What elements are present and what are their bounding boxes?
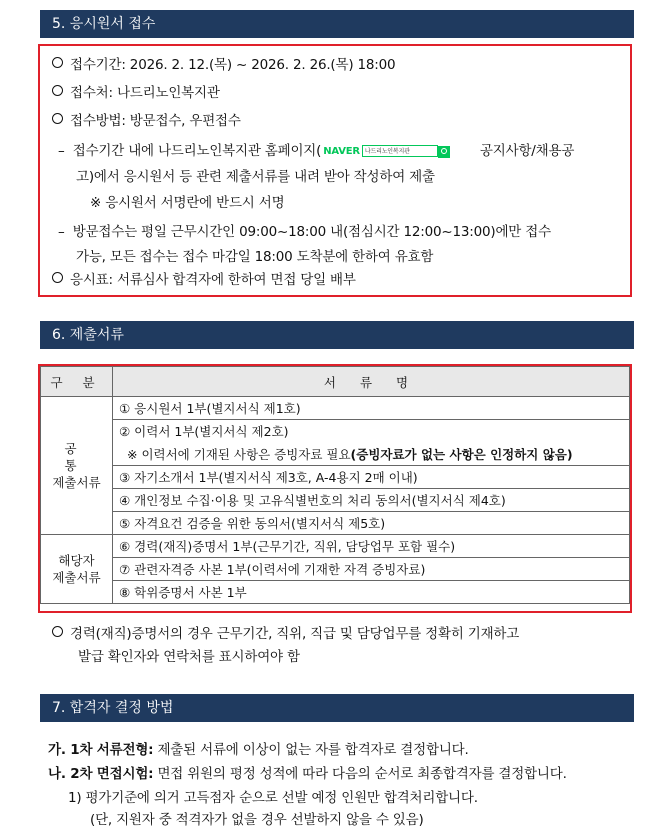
place-text: 접수처: 나드리노인복지관 <box>70 85 220 101</box>
col-category: 구 분 <box>41 367 113 397</box>
doc-item-5: ⑤ 자격요건 검증을 위한 동의서(별지서식 제5호) <box>113 512 630 535</box>
table-row <box>41 581 630 604</box>
doc-item-4: ④ 개인정보 수집·이용 및 고유식별번호의 처리 동의서(별지서식 제4호) <box>113 489 630 512</box>
period-text: 접수기간: 2026. 2. 12.(목) ~ 2026. 2. 26.(목) 18:00 <box>70 57 396 73</box>
section-7-header: 7. 합격자 결정 방법 <box>40 694 634 722</box>
category-applicable <box>41 535 113 604</box>
table-row <box>41 420 630 443</box>
doc-item-1: ① 응시원서 1부(별지서식 제1호) <box>113 397 630 420</box>
category-applicable-1: 해당자 <box>58 553 95 568</box>
step-b1-note: (단, 지원자 중 적격자가 없을 경우 선발하지 않을 수 있음) <box>90 812 424 828</box>
category-common-1: 공 통 <box>64 441 89 473</box>
table-row <box>41 535 630 558</box>
download-line-2: 고)에서 응시원서 등 관련 제출서류를 내려 받아 작성하여 제출 <box>76 169 435 185</box>
section-6-header: 6. 제출서류 <box>40 321 634 349</box>
doc-item-6: ⑥ 경력(재직)증명서 1부(근무기간, 직위, 담당업무 포함 필수) <box>113 535 630 558</box>
doc-item-7: ⑦ 관련자격증 사본 1부(이력서에 기재한 자격 증빙자료) <box>113 558 630 581</box>
doc-item-3: ③ 자기소개서 1부(별지서식 제3호, A-4용지 2매 이내) <box>113 466 630 489</box>
visit-line-2: 가능, 모든 접수는 접수 마감일 18:00 도착분에 한하여 유효함 <box>76 249 434 265</box>
section-5-header: 5. 응시원서 접수 <box>40 10 634 38</box>
career-note-text-1: 경력(재직)증명서의 경우 근무기간, 직위, 직급 및 담당업무를 정확히 기재하고 <box>70 626 520 642</box>
download-text-1: 접수기간 내에 나드리노인복지관 홈페이지( <box>72 143 322 159</box>
table-row <box>41 512 630 535</box>
circle-bullet-icon <box>52 57 63 68</box>
method-text: 접수방법: 방문접수, 우편접수 <box>70 113 241 129</box>
step-a-line <box>48 738 469 758</box>
step-a-text: 제출된 서류에 이상이 없는 자를 합격자로 결정합니다. <box>153 742 469 758</box>
col-document-name: 서 류 명 <box>113 367 630 397</box>
search-icon <box>438 146 450 158</box>
category-common-2: 제출서류 <box>52 475 101 490</box>
career-note-line-1 <box>52 622 519 642</box>
step-a-label: 가. 1차 서류전형: <box>48 742 154 758</box>
step-b-text: 면접 위원의 평정 성적에 따라 다음의 순서로 최종합격자를 결정합니다. <box>153 766 567 782</box>
circle-bullet-icon <box>52 626 63 637</box>
circle-bullet-icon <box>52 85 63 96</box>
naver-query: 나드리노인복지관 <box>362 145 438 157</box>
method-line <box>52 109 241 129</box>
table-row <box>41 443 630 466</box>
circle-bullet-icon <box>52 113 63 124</box>
circle-bullet-icon <box>52 272 63 283</box>
step-b1-line: 1) 평가기준에 의거 고득점자 순으로 선발 예정 인원만 합격처리합니다. <box>68 790 478 806</box>
documents-table <box>40 366 630 604</box>
table-row <box>41 558 630 581</box>
doc-item-2: ② 이력서 1부(별지서식 제2호) <box>113 420 630 443</box>
download-line-1: – 접수기간 내에 나드리노인복지관 홈페이지( NAVER 나드리노인복지관 공지사항/채용공 <box>58 143 575 159</box>
ticket-line <box>52 268 356 288</box>
naver-search-box <box>323 145 450 159</box>
signature-note: ※ 응시원서 서명란에 반드시 서명 <box>90 195 285 211</box>
table-row <box>41 466 630 489</box>
visit-line-1: – 방문접수는 평일 근무시간인 09:00~18:00 내(점심시간 12:00~13:00)에만 접수 <box>58 224 551 240</box>
doc-note-text: ※ 이력서에 기재된 사항은 증빙자료 필요 <box>127 446 351 462</box>
table-header-row <box>41 367 630 397</box>
period-line <box>52 53 395 73</box>
career-note-line-2: 발급 확인자와 연락처를 표시하여야 함 <box>78 649 300 665</box>
step-b-label: 나. 2차 면접시험: <box>48 766 154 782</box>
visit-text-1: 방문접수는 평일 근무시간인 09:00~18:00 내(점심시간 12:00~13:00)에만 접수 <box>72 224 551 240</box>
doc-note-bold: (증빙자료가 없는 사항은 인정하지 않음) <box>350 446 573 462</box>
step-b-line <box>48 762 567 782</box>
ticket-text: 응시표: 서류심사 합격자에 한하여 면접 당일 배부 <box>70 272 356 288</box>
naver-logo: NAVER <box>323 146 360 157</box>
doc-item-8: ⑧ 학위증명서 사본 1부 <box>113 581 630 604</box>
download-text-2: 공지사항/채용공 <box>479 143 575 159</box>
category-applicable-2: 제출서류 <box>52 570 101 585</box>
table-row <box>41 489 630 512</box>
place-line <box>52 81 220 101</box>
category-common <box>41 397 113 535</box>
doc-item-2-note <box>113 443 630 466</box>
table-row <box>41 397 630 420</box>
